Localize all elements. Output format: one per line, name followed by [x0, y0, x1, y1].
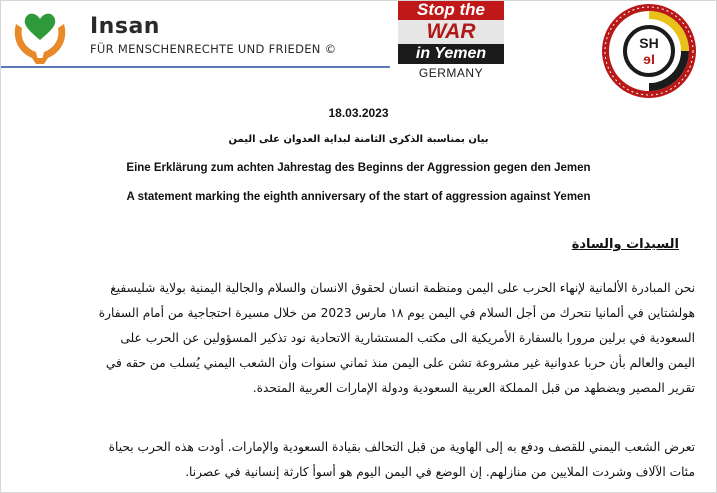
stw-line-stop: Stop the [398, 0, 504, 20]
paragraph-2 [40, 435, 695, 485]
paragraph-line: تعرض الشعب اليمني للقصف ودفع به إلى الهاوية من قبل التحالف بقيادة السعودية والإمارات. أودت هذه الحرب بحياة [108, 440, 695, 454]
salutation: السيدات والسادة [571, 237, 679, 252]
stw-line-war: WAR [398, 20, 504, 44]
paragraph-line: تقرير المصير ويضطهد من قبل المملكة العربية السعودية ودولة الإمارات العربية المتحدة. [252, 381, 695, 395]
paragraph-line: هولشتاين في ألمانيا نتحرك من أجل السلام في اليمن يوم ١٨ مارس 2023 من خلال مسيرة احتجاجية من أمام السفارة [98, 306, 695, 320]
insan-logo [8, 6, 353, 66]
svg-text:SH: SH [639, 35, 659, 51]
document-date: 18.03.2023 [328, 106, 389, 120]
paragraph-line: نحن المبادرة الألمانية لإنهاء الحرب على اليمن ومنظمة انسان لحقوق الانسان والسلام والجالية اليمنية بولاية شليسفيغ [110, 281, 695, 295]
paragraph-line: اليمن والعالم بأن حربا عدوانية غير مشروعة تشن على اليمن منذ ثماني سنوات وأن الشعب اليمني يُسلب من حقه في [105, 356, 695, 370]
hands-heart-icon [8, 6, 72, 66]
insan-name: Insan [90, 14, 160, 39]
stop-the-war-banner [398, 0, 504, 64]
title-english: A statement marking the eighth anniversary of the start of aggression against Yemen [126, 191, 591, 203]
title-german: Eine Erklärung zum achten Jahrestag des Beginns der Aggression gegen den Jemen [126, 162, 591, 174]
stw-line-germany: GERMANY [418, 66, 484, 80]
stop-the-war-logo [398, 0, 504, 88]
community-seal-logo [600, 2, 698, 100]
header-divider [0, 66, 390, 68]
title-arabic: بيان بمناسبة الذكرى الثامنة لبداية العدوان على اليمن [228, 134, 489, 145]
svg-text:ɘƖ: ɘƖ [643, 51, 655, 67]
paragraph-line: السعودية في برلين مرورا بالسفارة الأمريكية الى مكتب المستشارية الاتحادية نود تذكير المسؤولين عن الحرب على [120, 331, 695, 345]
paragraph-line: مئات الآلاف وشردت الملايين من منازلهم. إن الوضع في اليمن اليوم هو أسوأ كارثة إنسانية في عصرنا. [185, 465, 695, 479]
stw-line-yemen: in Yemen [398, 44, 504, 64]
paragraph-1 [40, 276, 695, 401]
insan-tagline: FÜR MENSCHENRECHTE UND FRIEDEN © [90, 42, 337, 56]
